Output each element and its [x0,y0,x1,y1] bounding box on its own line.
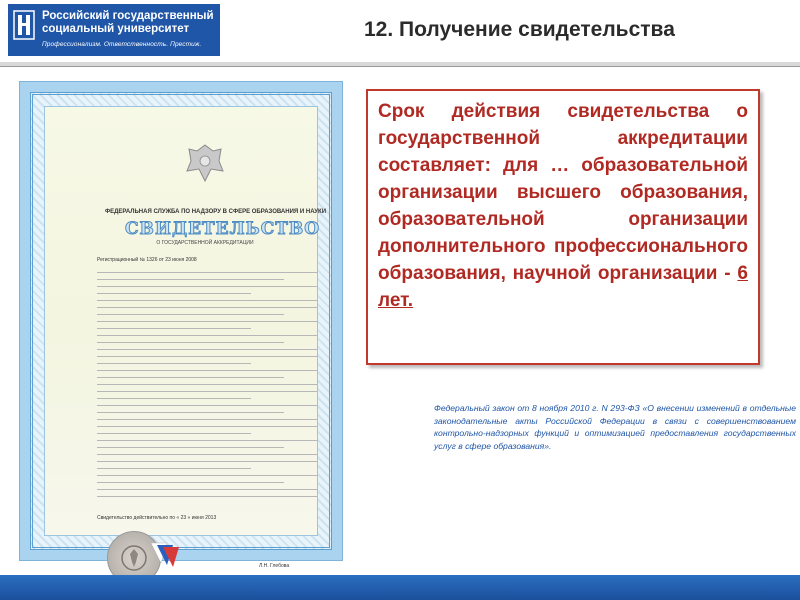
text-line [97,384,317,385]
text-line [97,286,317,287]
tricolor-ribbon-icon [149,539,179,567]
certificate-subtitle: О ГОСУДАРСТВЕННОЙ АККРЕДИТАЦИИ [156,240,254,246]
text-line [97,475,317,476]
text-line [97,293,251,294]
text-line [97,342,284,343]
certificate-paper [44,106,327,569]
text-line [97,391,317,392]
text-line [97,314,284,315]
text-line [97,405,317,406]
text-line [97,300,317,301]
text-line [97,412,284,413]
text-line [97,356,317,357]
header-divider-line [0,66,800,67]
text-line [97,321,317,322]
university-name-line2: социальный университет [42,23,190,35]
accreditation-term-text [378,98,748,314]
text-line [97,307,317,308]
text-line [97,279,284,280]
page-title: 12. Получение свидетельства [364,18,675,41]
certificate-registration: Регистрационный № 1326 от 23 июня 2008 [97,257,197,263]
text-line [97,468,251,469]
text-line [97,328,251,329]
certificate-title: СВИДЕТЕЛЬСТВО [125,219,321,239]
text-line [97,363,251,364]
text-line [97,454,317,455]
text-line [97,447,284,448]
accreditation-term-box [366,89,760,365]
text-line [97,482,284,483]
legal-reference-footnote: Федеральный закон от 8 ноября 2010 г. N 293-ФЗ «О внесении изменений в отдельные законодательные акты Российской Федерации в связи с совершенствованием контрольно-надзорных функций и оптимизацией предоставления государственных услуг в сфере образования». [434,403,796,451]
university-name-line1: Российский государственный [42,10,214,22]
text-line [97,489,317,490]
text-line [97,461,317,462]
text-line [97,496,317,497]
text-line [97,433,251,434]
text-line [97,377,284,378]
coat-of-arms-icon [183,141,227,185]
certificate-body-text [97,272,317,503]
text-line [97,440,317,441]
accreditation-term-duration: 6 лет. [378,263,748,311]
certificate-agency: ФЕДЕРАЛЬНАЯ СЛУЖБА ПО НАДЗОРУ В СФЕРЕ ОБРАЗОВАНИЯ И НАУКИ [105,209,327,215]
certificate-signer: Л.Н. Глебова [259,563,290,569]
university-logo [8,4,220,56]
text-line [97,370,317,371]
text-line [97,426,317,427]
text-line [97,335,317,336]
certificate-valid-until: Свидетельство действительно по « 23 » июня 2013 [97,515,217,521]
text-line [97,419,317,420]
text-line [97,272,317,273]
text-line [97,349,317,350]
university-emblem-icon [13,10,35,40]
accreditation-certificate-image [20,82,342,569]
footer-band [0,575,800,600]
text-line [97,398,251,399]
seal-emblem-icon [120,544,148,572]
university-motto: Профессионализм. Ответственность. Престиж. [42,41,202,48]
accreditation-term-main: Срок действия свидетельства о государственной аккредитации составляет: для … образовательной организации высшего образования, образовательной организации дополнительного профессионального образования, научной организации - [378,101,748,284]
